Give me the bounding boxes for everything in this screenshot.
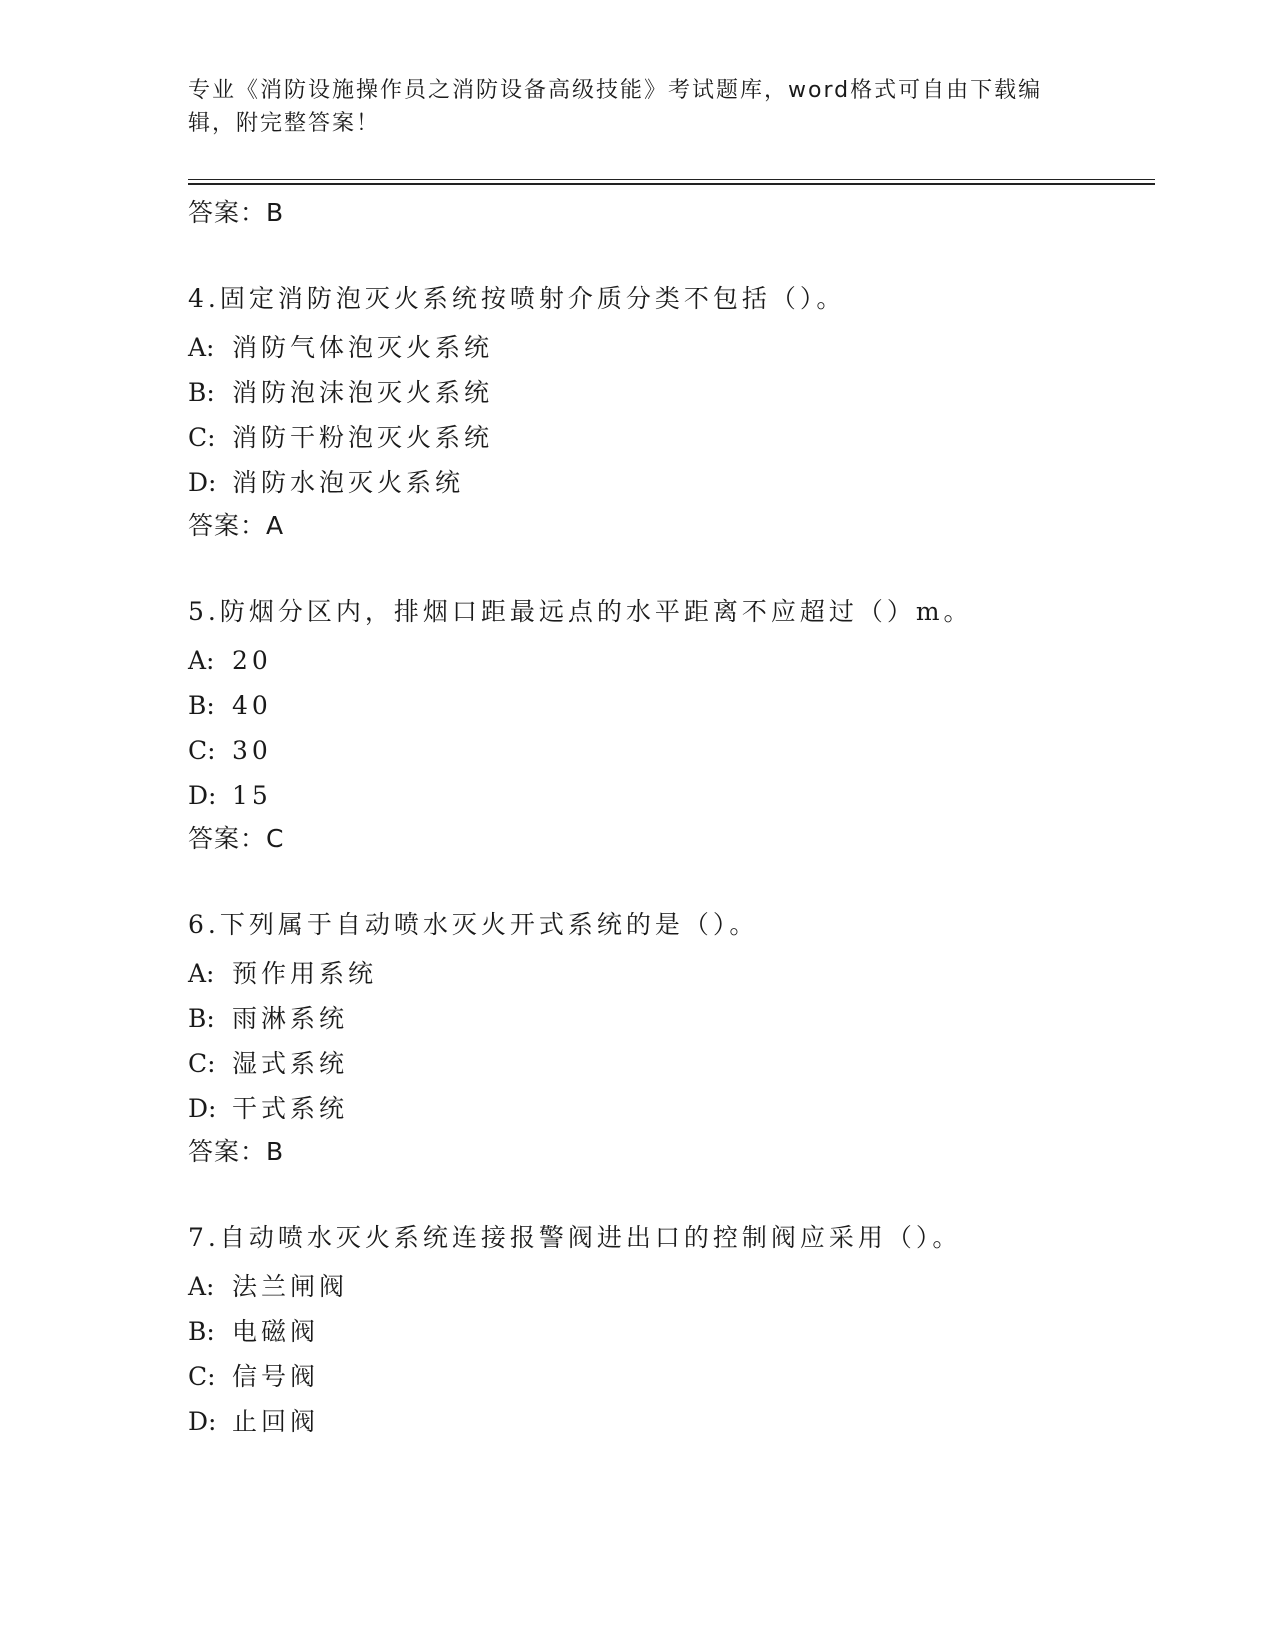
option-key: C: — [188, 1362, 216, 1391]
spacer — [188, 859, 1148, 903]
option-text: 消防水泡灭火系统 — [232, 468, 465, 497]
question-stem: 5.防烟分区内，排烟口距最远点的水平距离不应超过（）m。 — [188, 597, 973, 626]
option-text: 40 — [232, 691, 272, 720]
answer-line: 答案：A — [188, 511, 285, 540]
header-divider-thin — [188, 179, 1155, 180]
option-d — [188, 1087, 1148, 1132]
option-text: 预作用系统 — [232, 959, 378, 988]
header-line-2: 辑，附完整答案！ — [188, 111, 381, 136]
header-divider-thick — [188, 183, 1155, 185]
option-b — [188, 997, 1148, 1042]
option-text: 20 — [232, 646, 272, 675]
spacer — [188, 1172, 1148, 1216]
option-c — [188, 1355, 1148, 1400]
option-a — [188, 1265, 1148, 1310]
spacer — [188, 233, 1148, 277]
option-key: D: — [188, 1407, 217, 1436]
question-block — [188, 277, 1148, 546]
option-c — [188, 416, 1148, 461]
option-text: 止回阀 — [232, 1407, 320, 1436]
question-block — [188, 590, 1148, 859]
option-key: A: — [188, 959, 215, 988]
option-text: 雨淋系统 — [232, 1004, 349, 1033]
option-d — [188, 461, 1148, 506]
question-stem: 7.自动喷水灭火系统连接报警阀进出口的控制阀应采用（）。 — [188, 1223, 962, 1252]
question-stem: 6.下列属于自动喷水灭火开式系统的是（）。 — [188, 910, 759, 939]
option-key: D: — [188, 781, 217, 810]
option-key: C: — [188, 423, 216, 452]
option-text: 30 — [232, 736, 272, 765]
answer-line: 答案：C — [188, 824, 285, 853]
option-a — [188, 326, 1148, 371]
option-key: C: — [188, 736, 216, 765]
option-text: 湿式系统 — [232, 1049, 349, 1078]
option-key: B: — [188, 378, 215, 407]
option-key: B: — [188, 1004, 215, 1033]
option-b — [188, 1310, 1148, 1355]
option-key: D: — [188, 468, 217, 497]
question-block — [188, 903, 1148, 1172]
spacer — [188, 546, 1148, 590]
document-header — [188, 74, 1068, 140]
answer-line: 答案：B — [188, 1137, 285, 1166]
option-key: B: — [188, 691, 215, 720]
option-text: 干式系统 — [232, 1094, 349, 1123]
option-c — [188, 1042, 1148, 1087]
option-key: D: — [188, 1094, 217, 1123]
option-text: 消防干粉泡灭火系统 — [232, 423, 494, 452]
option-b — [188, 684, 1148, 729]
option-text: 信号阀 — [232, 1362, 320, 1391]
option-c — [188, 729, 1148, 774]
option-text: 法兰闸阀 — [232, 1272, 349, 1301]
option-text: 消防泡沫泡灭火系统 — [232, 378, 494, 407]
option-text: 15 — [232, 781, 272, 810]
question-stem: 4.固定消防泡灭火系统按喷射介质分类不包括（）。 — [188, 284, 846, 313]
option-key: B: — [188, 1317, 215, 1346]
option-text: 消防气体泡灭火系统 — [232, 333, 494, 362]
answer-line: 答案：B — [188, 198, 285, 227]
option-key: A: — [188, 333, 215, 362]
option-key: A: — [188, 646, 215, 675]
question-block — [188, 1216, 1148, 1445]
option-b — [188, 371, 1148, 416]
option-text: 电磁阀 — [232, 1317, 320, 1346]
option-a — [188, 639, 1148, 684]
header-line-1: 专业《消防设施操作员之消防设备高级技能》考试题库，word格式可自由下载编 — [188, 78, 1043, 103]
option-key: C: — [188, 1049, 216, 1078]
question-list — [188, 193, 1148, 1445]
option-key: A: — [188, 1272, 215, 1301]
option-a — [188, 952, 1148, 997]
option-d — [188, 774, 1148, 819]
option-d — [188, 1400, 1148, 1445]
